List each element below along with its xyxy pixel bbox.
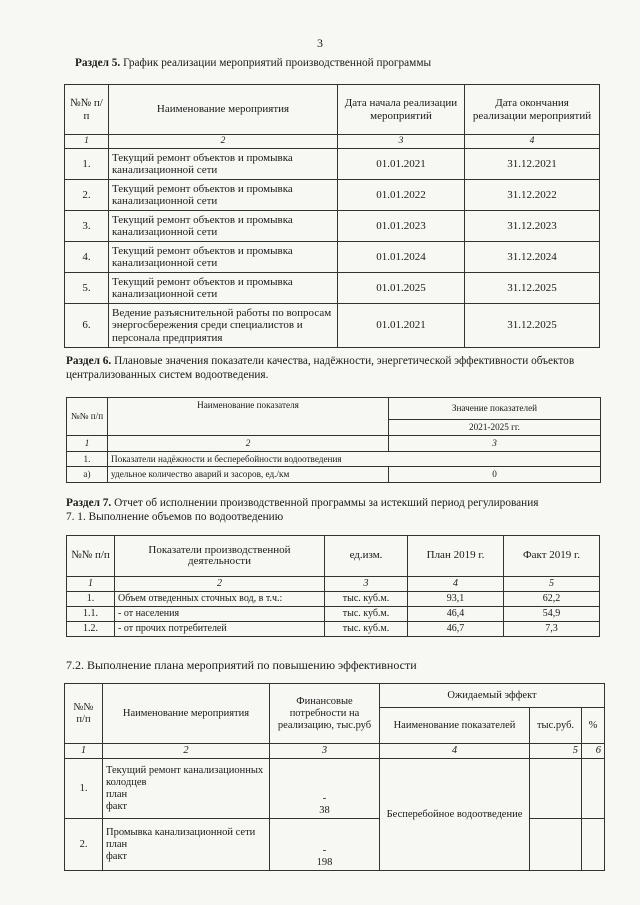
- section-6-table: [66, 397, 601, 483]
- row-start: 01.01.2021: [338, 304, 465, 348]
- row-end: 31.12.2025: [465, 273, 600, 304]
- header-indicator: Показатели производственной деятельности: [115, 536, 325, 577]
- section-6-title: Плановые значения показатели качества, надёжности, энергетической эффективности объектов централизованных систем водоотведения.: [66, 355, 575, 381]
- header-finance: Финансовые потребности на реализацию, тыс.руб: [270, 684, 380, 744]
- row-fact: 62,2: [504, 591, 600, 606]
- header-rub: тыс.руб.: [530, 708, 582, 744]
- row-rub: [530, 759, 582, 819]
- row-pct: [582, 759, 605, 819]
- row-num: 1.: [67, 591, 115, 606]
- section-5-label: Раздел 5.: [75, 57, 121, 69]
- row-num: 5.: [65, 273, 109, 304]
- row-plan-value: -: [322, 793, 327, 804]
- header-num: №№ п/п: [67, 398, 108, 436]
- colnum: 1: [67, 436, 108, 452]
- row-activity: Текущий ремонт объектов и промывка канализационной сети: [109, 180, 338, 211]
- header-fact: Факт 2019 г.: [504, 536, 600, 577]
- colnum: 2: [109, 135, 338, 149]
- row-fact-value: 38: [319, 805, 330, 816]
- colnum: 4: [380, 744, 530, 759]
- row-activity: [103, 759, 270, 819]
- header-start-date: Дата начала реализации мероприятий: [338, 85, 465, 135]
- row-fact-label: факт: [106, 800, 128, 812]
- section-6-label: Раздел 6.: [66, 355, 112, 367]
- row-plan: 93,1: [408, 591, 504, 606]
- column-number-row: [67, 436, 601, 452]
- row-end: 31.12.2023: [465, 211, 600, 242]
- colnum: 2: [115, 577, 325, 592]
- table-row: [67, 606, 600, 621]
- section-5-heading: [75, 56, 595, 70]
- row-start: 01.01.2021: [338, 149, 465, 180]
- header-unit: ед.изм.: [325, 536, 408, 577]
- row-num: 4.: [65, 242, 109, 273]
- page-number: 3: [317, 36, 323, 50]
- subsection-7-2-heading: 7.2. Выполнение плана мероприятий по повышению эффективности: [66, 658, 417, 672]
- row-activity: Текущий ремонт объектов и промывка канализационной сети: [109, 149, 338, 180]
- row-finance: [270, 759, 380, 819]
- row-activity: Текущий ремонт объектов и промывка канализационной сети: [109, 273, 338, 304]
- table-row: [67, 591, 600, 606]
- row-activity: Ведение разъяснительной работы по вопросам энергосбережения среди специалистов и персонала предприятия: [109, 304, 338, 348]
- colnum: 6: [582, 744, 605, 759]
- section-7-heading: [66, 496, 602, 510]
- row-end: 31.12.2022: [465, 180, 600, 211]
- table-row: [65, 211, 600, 242]
- colnum: 2: [108, 436, 389, 452]
- colnum: 4: [465, 135, 600, 149]
- row-fact-label: факт: [106, 850, 128, 862]
- header-period: 2021-2025 гг.: [389, 420, 601, 436]
- row-finance: [270, 819, 380, 871]
- section-7-title: Отчет об исполнении производственной программы за истекший период регулирования: [111, 497, 539, 509]
- row-effect-text: Бесперебойное водоотведение: [380, 759, 530, 871]
- header-value: Значение показателей: [389, 398, 601, 420]
- table-row: [67, 621, 600, 636]
- row-num: 1.: [65, 149, 109, 180]
- header-activity: Наименование мероприятия: [103, 684, 270, 744]
- table-row: [65, 759, 605, 819]
- colnum: 1: [67, 577, 115, 592]
- row-rub: [530, 819, 582, 871]
- row-start: 01.01.2025: [338, 273, 465, 304]
- header-num: №№ п/п: [67, 536, 115, 577]
- table-header-row: [67, 536, 600, 577]
- row-plan: 46,7: [408, 621, 504, 636]
- row-indicator: - от прочих потребителей: [115, 621, 325, 636]
- subsection-7-1-heading: 7. 1. Выполнение объемов по водоотведению: [66, 511, 284, 523]
- header-plan: План 2019 г.: [408, 536, 504, 577]
- colnum: 5: [530, 744, 582, 759]
- row-end: 31.12.2021: [465, 149, 600, 180]
- colnum: 3: [325, 577, 408, 592]
- section-5-table: [64, 84, 600, 348]
- section-6-heading: [66, 354, 602, 382]
- table-header-row: [67, 398, 601, 420]
- row-start: 01.01.2023: [338, 211, 465, 242]
- row-end: 31.12.2025: [465, 304, 600, 348]
- header-activity: Наименование мероприятия: [109, 85, 338, 135]
- row-fact: 7,3: [504, 621, 600, 636]
- colnum: 1: [65, 135, 109, 149]
- row-activity-name: Текущий ремонт канализационных колодцев: [106, 764, 264, 788]
- row-start: 01.01.2022: [338, 180, 465, 211]
- section-5-title: График реализации мероприятий производственной программы: [120, 57, 432, 69]
- row-num: 3.: [65, 211, 109, 242]
- column-number-row: [65, 135, 600, 149]
- row-indicator: - от населения: [115, 606, 325, 621]
- table-row: [65, 273, 600, 304]
- row-plan-label: план: [106, 788, 128, 800]
- colnum: 2: [103, 744, 270, 759]
- table-row: [65, 149, 600, 180]
- header-end-date: Дата окончания реализации мероприятий: [465, 85, 600, 135]
- row-activity: [103, 819, 270, 871]
- colnum: 1: [65, 744, 103, 759]
- row-plan: 46,4: [408, 606, 504, 621]
- colnum: 3: [270, 744, 380, 759]
- row-indicator: Объем отведенных сточных вод, в т.ч.:: [115, 591, 325, 606]
- colnum: 5: [504, 577, 600, 592]
- column-number-row: [67, 577, 600, 592]
- table-row: [65, 304, 600, 348]
- colnum: 3: [389, 436, 601, 452]
- row-unit: тыс. куб.м.: [325, 606, 408, 621]
- section-7-2-table: [64, 683, 605, 871]
- row-plan-value: -: [322, 845, 327, 856]
- row-fact-value: 198: [316, 857, 333, 868]
- row-num: 1.: [67, 451, 108, 467]
- row-num: 1.: [65, 759, 103, 819]
- header-indicator: Наименование показателя: [108, 398, 389, 436]
- row-num: 2.: [65, 819, 103, 871]
- row-num: 1.2.: [67, 621, 115, 636]
- header-num: №№ п/п: [65, 85, 109, 135]
- row-unit: тыс. куб.м.: [325, 591, 408, 606]
- row-end: 31.12.2024: [465, 242, 600, 273]
- table-header-row: [65, 684, 605, 708]
- header-effect: Ожидаемый эффект: [380, 684, 605, 708]
- header-indicator-name: Наименование показателей: [380, 708, 530, 744]
- row-group-name: Показатели надёжности и бесперебойности водоотведения: [108, 451, 601, 467]
- row-activity-name: Промывка канализационной сети: [106, 826, 256, 838]
- row-activity: Текущий ремонт объектов и промывка канализационной сети: [109, 242, 338, 273]
- column-number-row: [65, 744, 605, 759]
- row-num: а): [67, 467, 108, 483]
- table-row: [67, 451, 601, 467]
- row-pct: [582, 819, 605, 871]
- section-7-1-table: [66, 535, 600, 637]
- row-num: 6.: [65, 304, 109, 348]
- row-value: 0: [389, 467, 601, 483]
- table-row: [65, 242, 600, 273]
- row-activity: Текущий ремонт объектов и промывка канализационной сети: [109, 211, 338, 242]
- section-7-label: Раздел 7.: [66, 497, 112, 509]
- row-num: 2.: [65, 180, 109, 211]
- row-indicator: удельное количество аварий и засоров, ед./км: [108, 467, 389, 483]
- table-row: [67, 467, 601, 483]
- row-start: 01.01.2024: [338, 242, 465, 273]
- colnum: 3: [338, 135, 465, 149]
- row-plan-label: план: [106, 838, 128, 850]
- row-fact: 54,9: [504, 606, 600, 621]
- row-unit: тыс. куб.м.: [325, 621, 408, 636]
- table-row: [65, 180, 600, 211]
- table-header-row: [65, 85, 600, 135]
- header-percent: %: [582, 708, 605, 744]
- colnum: 4: [408, 577, 504, 592]
- row-num: 1.1.: [67, 606, 115, 621]
- header-num: №№ п/п: [65, 684, 103, 744]
